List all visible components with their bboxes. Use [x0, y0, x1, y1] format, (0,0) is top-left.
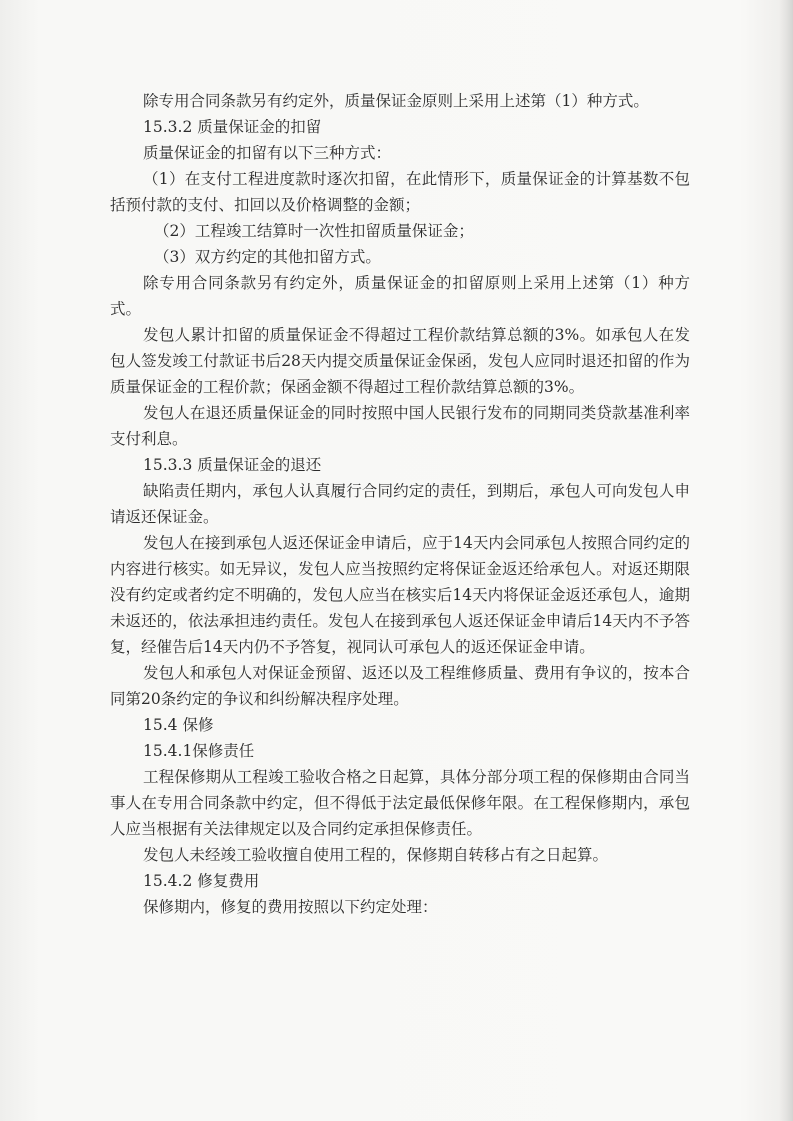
list-item: （2）工程竣工结算时一次性扣留质量保证金； — [154, 222, 474, 240]
paragraph: 工程保修期从工程竣工验收合格之日起算，具体分部分项工程的保修期由合同当事人在专用合同条款中约定，但不得低于法定最低保修年限。在工程保修期内，承包人应当根据有关法律规定以及合同约定承担保修责任。 — [110, 768, 690, 838]
list-item: （3）双方约定的其他扣留方式。 — [154, 248, 381, 266]
list-item: （1）在支付工程进度款时逐次扣留，在此情形下，质量保证金的计算基数不包括预付款的支付、扣回以及价格调整的金额； — [110, 170, 690, 214]
paragraph: 除专用合同条款另有约定外，质量保证金原则上采用上述第（1）种方式。 — [143, 92, 649, 110]
paragraph: 发包人和承包人对保证金预留、返还以及工程维修质量、费用有争议的，按本合同第20条约定的争议和纠纷解决程序处理。 — [110, 664, 690, 708]
paragraph: 保修期内，修复的费用按照以下约定处理： — [143, 898, 438, 916]
paragraph: 缺陷责任期内，承包人认真履行合同约定的责任，到期后，承包人可向发包人申请返还保证金。 — [110, 482, 690, 526]
section-heading-15-4-1: 15.4.1保修责任 — [143, 742, 255, 760]
paragraph: 发包人未经竣工验收擅自使用工程的，保修期自转移占有之日起算。 — [143, 846, 609, 864]
section-heading-15-4: 15.4 保修 — [143, 716, 214, 734]
paragraph: 发包人在接到承包人返还保证金申请后，应于14天内会同承包人按照合同约定的内容进行核实。如无异议，发包人应当按照约定将保证金返还给承包人。对返还期限没有约定或者约定不明确的，发包人应当在核实后14天内将保证金返还承包人，逾期未返还的，依法承担违约责任。发包人在接到承包人返还保证金申请后14天内不予答复，经催告后14天内仍不予答复，视同认可承包人的返还保证金申请。 — [110, 534, 690, 656]
section-heading-15-3-3: 15.3.3 质量保证金的退还 — [143, 456, 322, 474]
document-body — [110, 88, 690, 920]
paragraph: 发包人在退还质量保证金的同时按照中国人民银行发布的同期同类贷款基准利率支付利息。 — [110, 404, 690, 448]
section-heading-15-4-2: 15.4.2 修复费用 — [143, 872, 260, 890]
page-edge-shadow — [779, 0, 793, 1121]
paragraph: 质量保证金的扣留有以下三种方式： — [143, 144, 392, 162]
paragraph: 除专用合同条款另有约定外，质量保证金的扣留原则上采用上述第（1）种方式。 — [110, 274, 690, 318]
section-heading-15-3-2: 15.3.2 质量保证金的扣留 — [143, 118, 322, 136]
paragraph: 发包人累计扣留的质量保证金不得超过工程价款结算总额的3%。如承包人在发包人签发竣工付款证书后28天内提交质量保证金保函，发包人应同时退还扣留的作为质量保证金的工程价款；保函金额不得超过工程价款结算总额的3%。 — [110, 326, 690, 396]
